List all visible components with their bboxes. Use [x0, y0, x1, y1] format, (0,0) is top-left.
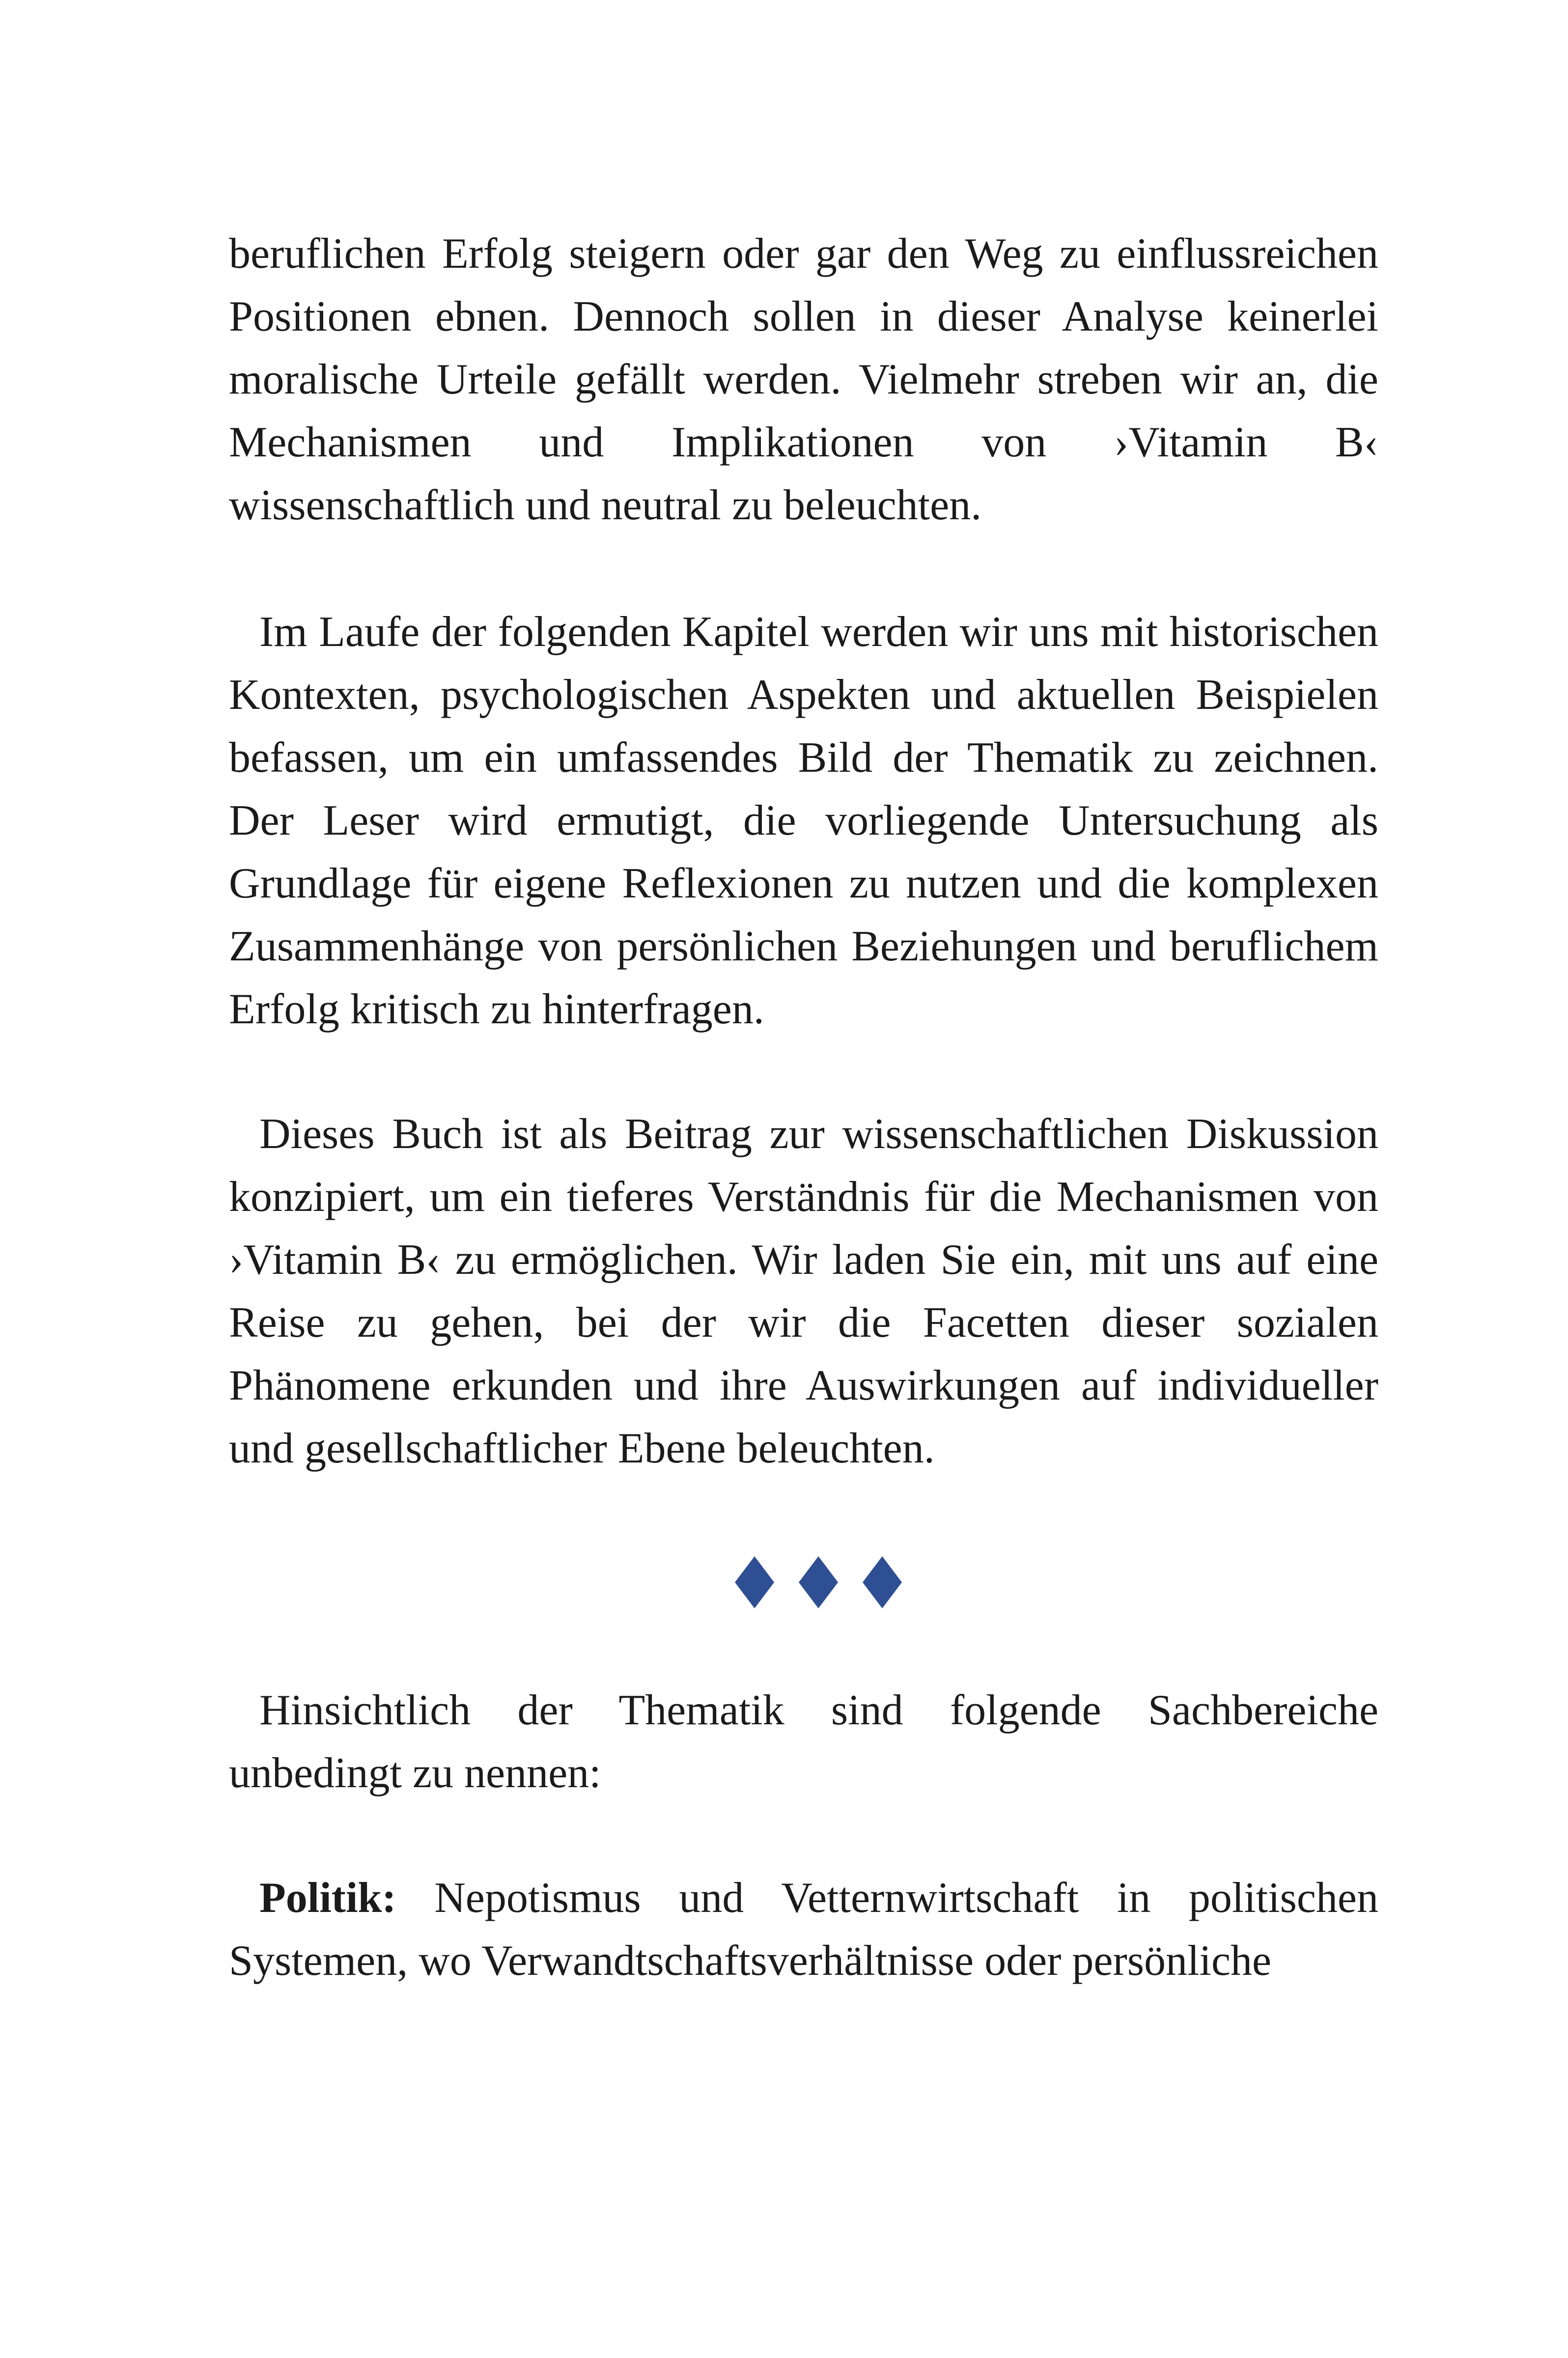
paragraph-3-block — [229, 1103, 1378, 1480]
politik-text: Nepotismus und Vetternwirtschaft in politischen Systemen, wo Verwandtschaftsverhältnisse oder persönliche — [229, 1874, 1378, 1985]
paragraph-1: beruflichen Erfolg steigern oder gar den Weg zu einflussreichen Positionen ebnen. Dennoch sollen in dieser Analyse keinerlei moralische Urteile gefällt werden. Vielmehr streben wir an, die Mechanismen und Implikationen von ›Vitamin B‹ wissenschaftlich und neutral zu beleuchten. — [229, 230, 1378, 529]
paragraph-politik-block — [229, 1867, 1378, 1993]
paragraph-3: Dieses Buch ist als Beitrag zur wissenschaftlichen Diskussion konzipiert, um ein tieferes Verständnis für die Mechanismen von ›Vitamin B‹ zu ermöglichen. Wir laden Sie ein, mit uns auf eine Reise zu gehen, bei der wir die Facetten dieser sozialen Phänomene erkunden und ihre Auswirkungen auf individueller und gesellschaftlicher Ebene beleuchten. — [229, 1110, 1378, 1472]
paragraph-politik — [229, 1867, 1378, 1993]
three-diamonds-icon — [735, 1556, 902, 1608]
paragraph-4: Hinsichtlich der Thematik sind folgende Sachbereiche unbedingt zu nennen: — [229, 1686, 1378, 1797]
politik-term: Politik: — [259, 1874, 396, 1922]
paragraph-1-block — [229, 223, 1378, 537]
paragraph-2-block — [229, 601, 1378, 1041]
paragraph-4-block — [229, 1679, 1378, 1805]
paragraph-2: Im Laufe der folgenden Kapitel werden wir uns mit historischen Kontexten, psychologischen Aspekten und aktuellen Beispielen befassen, um ein umfassendes Bild der Thematik zu zeichnen. Der Leser wird ermutigt, die vorliegende Untersuchung als Grundlage für eigene Reflexionen zu nutzen und die komplexen Zusammenhänge von persönlichen Beziehungen und beruflichem Erfolg kritisch zu hinterfragen. — [229, 608, 1378, 1033]
